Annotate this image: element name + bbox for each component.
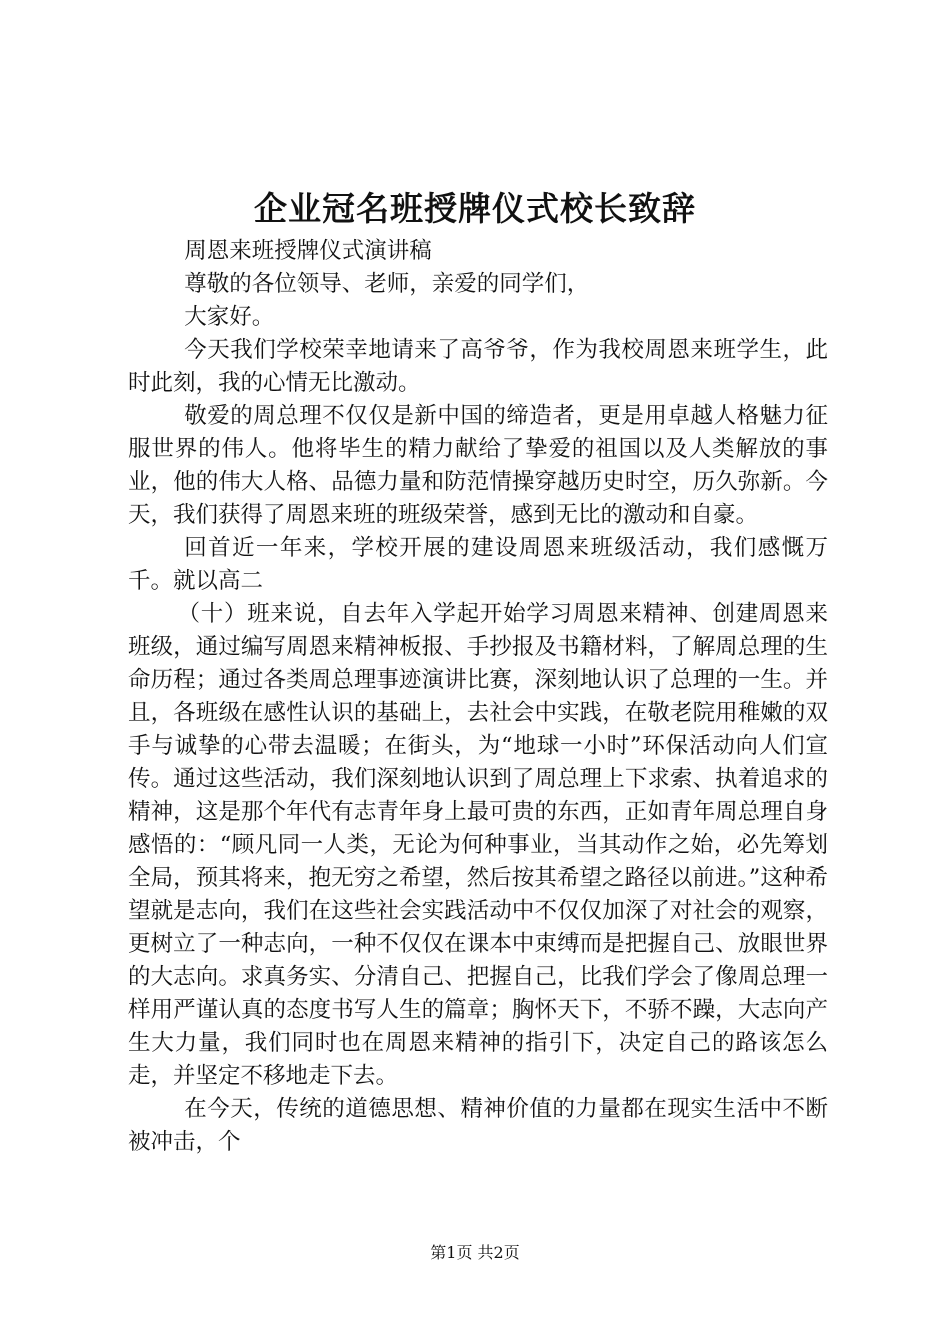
- paragraph-intro: 今天我们学校荣幸地请来了高爷爷，作为我校周恩来班学生，此时此刻，我的心情无比激动。: [128, 337, 828, 396]
- document-body: [128, 235, 828, 1159]
- paragraph-tribute: 敬爱的周总理不仅仅是新中国的缔造者，更是用卓越人格魅力征服世界的伟人。他将毕生的精力献给了挚爱的祖国以及人类解放的事业，他的伟大人格、品德力量和防范情操穿越历史时空，历久弥新。今天，我们获得了周恩来班的班级荣誉，感到无比的激动和自豪。: [128, 403, 828, 528]
- paragraph-review: 回首近一年来，学校开展的建设周恩来班级活动，我们感慨万千。就以高二: [128, 535, 828, 594]
- paragraph-speech-heading: 周恩来班授牌仪式演讲稿: [184, 238, 432, 264]
- paragraph-class-activities: （十）班来说，自去年入学起开始学习周恩来精神、创建周恩来班级，通过编写周恩来精神板报、手抄报及书籍材料，了解周总理的生命历程；通过各类周总理事迹演讲比赛，深刻地认识了总理的一生。并且，各班级在感性认识的基础上，去社会中实践，在敬老院用稚嫩的双手与诚挚的心带去温暖；在街头，为“地球一小时”环保活动向人们宣传。通过这些活动，我们深刻地认识到了周总理上下求索、执着追求的精神，这是那个年代有志青年身上最可贵的东西，正如青年周总理自身感悟的：“顾凡同一人类，无论为何种事业，当其动作之始，必先筹划全局，预其将来，抱无穷之希望，然后按其希望之路径以前进。”这种希望就是志向，我们在这些社会实践活动中不仅仅加深了对社会的观察，更树立了一种志向，一种不仅仅在课本中束缚而是把握自己、放眼世界的大志向。求真务实、分清自己、把握自己，比我们学会了像周总理一样用严谨认真的态度书写人生的篇章；胸怀天下，不骄不躁，大志向产生大力量，我们同时也在周恩来精神的指引下，决定自己的路该怎么走，并坚定不移地走下去。: [128, 601, 828, 1089]
- paragraph-today: 在今天，传统的道德思想、精神价值的力量都在现实生活中不断被冲击，个: [128, 1096, 828, 1155]
- paragraph-salutation: 尊敬的各位领导、老师，亲爱的同学们，: [184, 271, 590, 297]
- page-number-footer: 第1页 共2页: [430, 1243, 520, 1262]
- document-title: 企业冠名班授牌仪式校长致辞: [254, 189, 696, 228]
- paragraph-greeting: 大家好。: [184, 304, 275, 330]
